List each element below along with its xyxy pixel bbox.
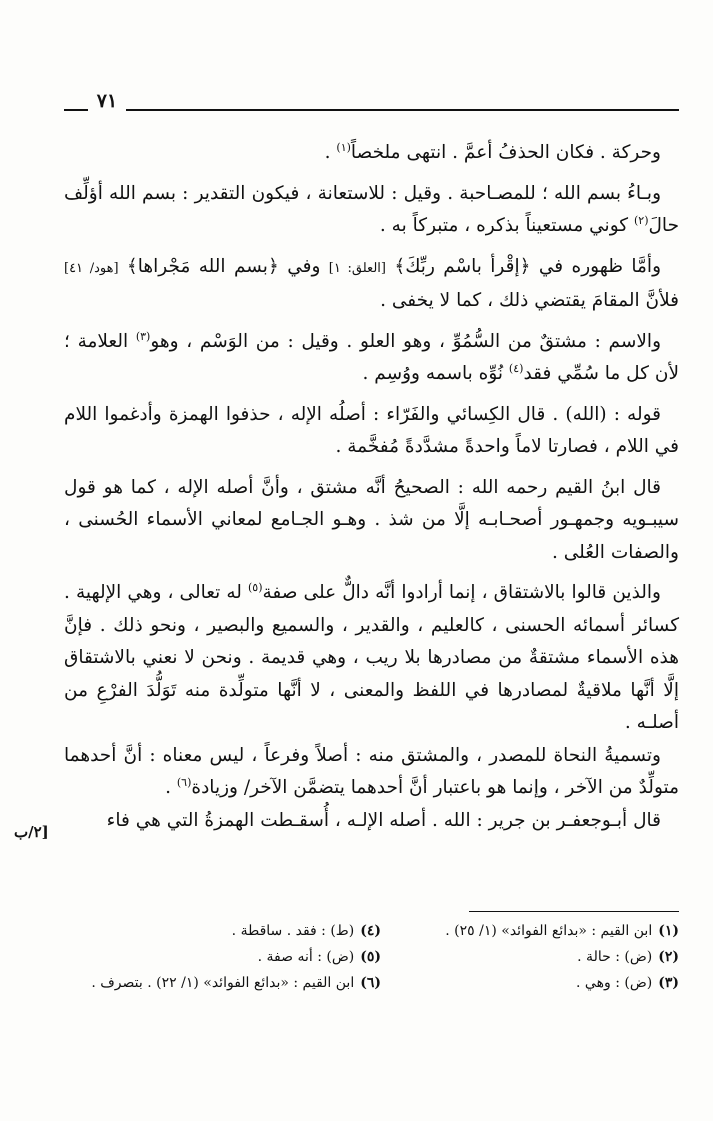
main-text [64, 137, 679, 837]
footnote-5 [61, 944, 381, 970]
paragraph-3-text-end: فلأنَّ المقامَ يقتضي ذلك ، كما لا يخفى . [380, 290, 679, 311]
footnote-5-number: (٥) [360, 949, 381, 965]
paragraph-7-text-end: له تعالى ، وهي الإلهية . كسائر أسمائه الحسنى ، كالعليم ، والقدير ، والسميع والبصير ، ونحو ذلك . فإنَّ هذه الأسماء مشتقةٌ من مصادرها بلا ريب ، وهي قديمة . ونحن لا نعني بالاشتقاق إلَّا أنَّها ملاقيةٌ لمصادرها في اللفظ والمعنى ، لا أنَّها متولِّدة منه تَوَلُّدَ الفرْعِ من أصلـه . [64, 582, 679, 733]
footnote-4 [61, 918, 381, 944]
paragraph-3 [64, 251, 679, 318]
footnote-3 [359, 970, 679, 996]
paragraph-2 [64, 178, 679, 243]
footnote-3-number: (٣) [658, 975, 679, 991]
paragraph-7 [64, 577, 679, 740]
footnote-ref-6: (٦) [176, 775, 192, 789]
quran-citation-hud: [هود/ ٤١] [64, 260, 119, 276]
footnote-ref-4: (٤) [508, 361, 524, 375]
footnote-ref-2: (٢) [633, 213, 649, 227]
paragraph-2-text-end: كوني مستعيناً بذكره ، متبركاً به . [379, 215, 634, 236]
page-header [64, 88, 679, 118]
paragraph-1 [64, 137, 679, 170]
manuscript-folio-marker: [٢/ب [14, 823, 49, 841]
paragraph-4-text: والاسم : مشتقٌ من السُّمُوِّ ، وهو العلو . وقيل : من الوَسْم ، وهو [150, 330, 661, 352]
footnote-6-text: ابن القيم : «بدائع الفوائد» (١/ ٢٢) . بتصرف . [91, 975, 355, 991]
paragraph-2-text: وبـاءُ بسم الله ؛ للمصـاحبة . وقيل : للاستعانة ، فيكون التقدير : بسم الله أؤلِّف حالَ [64, 182, 679, 236]
paragraph-4-text-mid: العلامة ؛ لأن كل ما سُمِّي فقد [64, 330, 679, 384]
footnote-ref-3: (٣) [135, 329, 151, 343]
footnote-5-text: (ض) : أنه صفة . [257, 949, 355, 965]
footnote-3-text: (ض) : وهي . [576, 975, 653, 991]
footnote-ref-1: (١) [336, 140, 351, 154]
footnote-4-number: (٤) [360, 923, 381, 939]
paragraph-1-text-end: . [324, 142, 337, 163]
paragraph-4-text-end: نُوِّه باسمه ووُسِم . [362, 363, 509, 384]
paragraph-9: قال أبـوجعفـر بن جرير : الله . أصله الإلـه ، أُسقـطت الهمزةُ التي هي فاء [106, 809, 661, 831]
page-number: ٧١ [96, 90, 118, 112]
paragraph-3-text-mid: وفي ﴿بسم الله مَجْراها﴾ [118, 255, 329, 277]
paragraph-7-text: والذين قالوا بالاشتقاق ، إنما أرادوا أنَّه دالٌّ على صفة [262, 582, 661, 603]
footnote-separator [469, 911, 679, 912]
paragraph-5: قوله : (الله) . قال الكِسائي والفَرّاء : أصلُه الإله ، حذفوا الهمزة وأدغموا اللام في اللام ، فصارتا لاماً واحدةً مشدَّدةً مُفخَّمة . [64, 403, 679, 457]
quran-citation-alaq: [العلق: ١] [328, 260, 386, 276]
footnote-4-text: (ط) : فقد . ساقطة . [231, 923, 355, 939]
footnote-6 [61, 970, 381, 996]
footnotes-column-right [359, 918, 679, 996]
footnote-1-text: ابن القيم : «بدائع الفوائد» (١/ ٢٥) . [445, 923, 653, 939]
paragraph-8 [64, 740, 679, 805]
footnote-2-number: (٢) [658, 949, 679, 965]
footnotes-column-left [61, 918, 381, 996]
footnote-6-number: (٦) [360, 975, 381, 991]
footnote-1 [359, 918, 679, 944]
paragraph-8-text-end: . [165, 777, 177, 798]
header-rule [126, 109, 679, 111]
paragraph-8-text: وتسميةُ النحاة للمصدر ، والمشتق منه : أصلاً وفرعاً ، ليس معناه : أنَّ أحدهما متولِّدٌ من الآخر ، وإنما هو باعتبار أنَّ أحدهما يتضمَّن الآخر/ وزيادة [64, 744, 679, 798]
paragraph-6: قال ابنُ القيم رحمه الله : الصحيحُ أنَّه مشتق ، وأنَّ أصله الإله ، كما هو قول سيبـويه وجمهـور أصحـابـه إلَّا من شذ . وهـو الجـامع لمعاني الأسماء الحُسنى ، والصفات العُلى . [64, 476, 679, 563]
footnote-ref-5: (٥) [248, 580, 263, 594]
footnote-1-number: (١) [658, 923, 679, 939]
footnote-2-text: (ض) : حالة . [577, 949, 653, 965]
footnote-2 [359, 944, 679, 970]
header-rule-short [64, 109, 88, 111]
paragraph-3-text: وأمَّا ظهوره في ﴿إقْرأ باسْم ربِّكَ﴾ [385, 255, 661, 277]
paragraph-1-text: وحركة . فكان الحذفُ أعمَّ . انتهى ملخصاً [350, 142, 661, 163]
footnotes [64, 918, 679, 1018]
paragraph-4 [64, 326, 679, 391]
